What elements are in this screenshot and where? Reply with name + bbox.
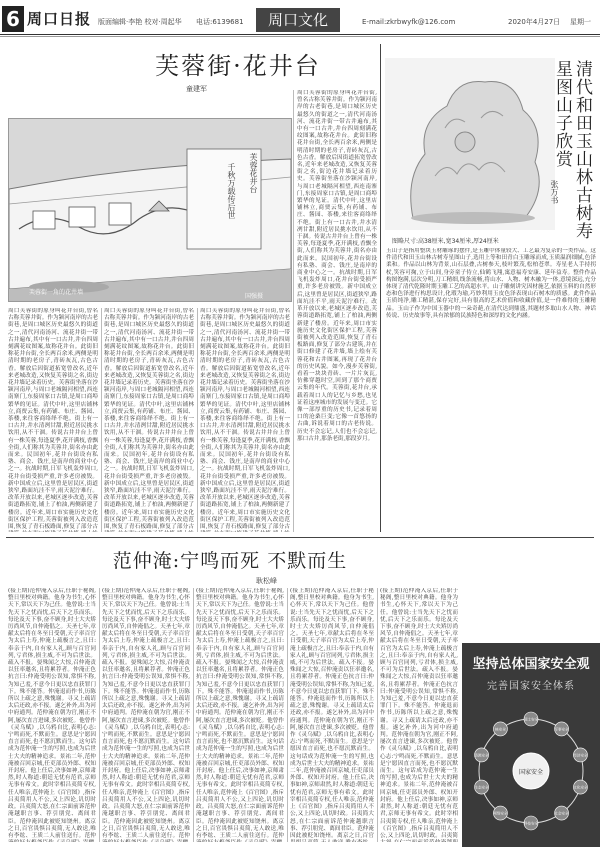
jade-photo-caption: 图略尺寸:高38厘米,宽34厘米,厚24厘米 [392, 238, 499, 245]
masthead-rule-thin [0, 36, 600, 37]
article-author: 童建军 [186, 85, 207, 93]
fan-article-title: 范仲淹:宁鸣而死 不默而生 [112, 550, 348, 572]
masthead-rule [0, 34, 600, 35]
section-rule [6, 537, 594, 538]
column-rule [197, 308, 198, 532]
ad-center-label: 国家安全 [518, 769, 544, 776]
fan-body-col-5: (接上期)范仲淹入京后,任职于秘阁,整日里校对典籍。他身为书生,心怀天下,常以天下为己任。他曾说:士当先天下之忧而忧,后天下之乐而乐。每论及天下事,奋不顾身,时士大夫矫厉尚风节,自仲淹倡之。天圣七年,章献太后将在冬至日受朝,天子率百官为太后上寿,仲淹上疏极言之,且曰:奉亲于内,自有家人礼,顾与百官同列,亏君体,损主威,不可为后世法。疏入不报。晏殊闻之大惊,召仲淹责以狂率邀名,且将累荐者。仲淹正色抗言曰:仲淹受明公误知,常惧不称,为知己羞,不意今日更以忠直获罪门下。殊不能答。仲淹退而作书,历陈所以上疏之意,殊愧谢。寻又上疏请太后还政,亦不报。遂乞补外,出为河中府通判。范仲淹在朝为官,刚正不阿,屡次直言进谏,多次被贬。他曾作《灵乌赋》,以乌鸦自比,表明心志:宁鸣而死,不默而生。意思是宁愿因直言而死,也不愿沉默而生。这句话成为范仲淹一生的写照,也成为后世士大夫的精神追求。景祐二年,范仲淹被召回京城,任吏部员外郎、权知开封府。他上任后,决事如神,京师肃然,时人称道:朝廷无忧有范君,京师无事有希文。此时宰相吕夷简专权,任人唯亲,范仲淹上《百官图》,指斥吕夷简用人不公,又上四论,讥切时政。吕夷简 [380, 588, 458, 839]
paper-logo: 周口日报 [27, 10, 92, 28]
column-rule [101, 308, 102, 532]
article-title: 芙蓉街·花井台 [155, 52, 321, 80]
ring-node-label: 文化安全 [573, 785, 588, 790]
ring-node-label: 军事安全 [554, 727, 569, 732]
editor-meta: 版面编辑·李艳 校对·周起华 [98, 18, 182, 26]
ring-node-label: 国土安全 [523, 717, 539, 722]
fan-article-author: 耿松峰 [256, 577, 277, 585]
weekday-meta: 星期一 [570, 18, 591, 26]
fan-body-col-3: (接上期)范仲淹入京后,任职于秘阁,整日里校对典籍。他身为书生,心怀天下,常以天下为己任。他曾说:士当先天下之忧而忧,后天下之乐而乐。每论及天下事,奋不顾身,时士大夫矫厉尚风节,自仲淹倡之。天圣七年,章献太后将在冬至日受朝,天子率百官为太后上寿,仲淹上疏极言之,且曰:奉亲于内,自有家人礼,顾与百官同列,亏君体,损主威,不可为后世法。疏入不报。晏殊闻之大惊,召仲淹责以狂率邀名,且将累荐者。仲淹正色抗言曰:仲淹受明公误知,常惧不称,为知己羞,不意今日更以忠直获罪门下。殊不能答。仲淹退而作书,历陈所以上疏之意,殊愧谢。寻又上疏请太后还政,亦不报。遂乞补外,出为河中府通判。范仲淹在朝为官,刚正不阿,屡次直言进谏,多次被贬。他曾作《灵乌赋》,以乌鸦自比,表明心志:宁鸣而死,不默而生。意思是宁愿因直言而死,也不愿沉默而生。这句话成为范仲淹一生的写照,也成为后世士大夫的精神追求。景祐二年,范仲淹被召回京城,任吏部员外郎、权知开封府。他上任后,决事如神,京师肃然,时人称道:朝廷无忧有范君,京师无事有希文。此时宰相吕夷简专权,任人唯亲,范仲淹上《百官图》,指斥吕夷简用人不公,又上四论,讥切时政。吕夷简大怒,在仁宗面前诉范仲淹越职言事、荐引朋党、离间君臣。范仲淹因此被贬知饶州。离京之日,百官畏惧吕夷简,无人敢送,唯有李纮、王质二人前往送行。范仲 [196, 588, 284, 839]
phone-meta: 电话:6139681 [196, 18, 244, 26]
jade-article-author: 张万书 [550, 180, 559, 204]
masthead [0, 0, 600, 36]
column-rule [99, 588, 100, 842]
photo-credit: 国强摄 [245, 293, 264, 300]
ring-node-label: 社会安全 [554, 811, 569, 816]
ring-node-label: 核安全 [495, 727, 506, 732]
jade-article-body: 玉山子是指用整块玉材雕琢的摆件,是玉雕中体量较大、工艺最为复杂的一类作品。这件清代和田玉山林古树寿星图山子,选用上等和田青白玉雕琢而成,玉质温润细腻,色泽柔和。作品以山林为背景,山石层叠,古树参天,枝叶繁茂,松柏苍翠。寿星老人手持拐杖,笑容可掬,立于山间,身旁童子侍立,仙鹤飞翔,寓意福寿安康、延年益寿。整件作品构图饱满,层次分明,刀工精细,线条流畅,将山水、人物、树木融为一体,意境深远,充分体现了清代乾隆时期玉雕工艺的高超水平。山子雕刻讲究因材施艺,依据玉料的自然形态和色泽进行构思设计,化瑕为瑜,巧妙利用玉皮色泽表现山石树木的质感。此件作品玉质纯净,雕工精湛,保存完好,具有很高的艺术价值和收藏价值,是一件难得的玉雕精品。玉山子作为中国玉器中的一朵奇葩,在清代达到鼎盛,其题材多取山水人物、神话传说、历史故事等,具有浓郁的民族特色和深厚的文化内涵。 [386, 248, 596, 319]
national-security-ad [462, 643, 600, 847]
article-divider [380, 44, 381, 532]
fan-body-col-2: (接上期)范仲淹入京后,任职于秘阁,整日里校对典籍。他身为书生,心怀天下,常以天下为己任。他曾说:士当先天下之忧而忧,后天下之乐而乐。每论及天下事,奋不顾身,时士大夫矫厉尚风节,自仲淹倡之。天圣七年,章献太后将在冬至日受朝,天子率百官为太后上寿,仲淹上疏极言之,且曰:奉亲于内,自有家人礼,顾与百官同列,亏君体,损主威,不可为后世法。疏入不报。晏殊闻之大惊,召仲淹责以狂率邀名,且将累荐者。仲淹正色抗言曰:仲淹受明公误知,常惧不称,为知己羞,不意今日更以忠直获罪门下。殊不能答。仲淹退而作书,历陈所以上疏之意,殊愧谢。寻又上疏请太后还政,亦不报。遂乞补外,出为河中府通判。范仲淹在朝为官,刚正不阿,屡次直言进谏,多次被贬。他曾作《灵乌赋》,以乌鸦自比,表明心志:宁鸣而死,不默而生。意思是宁愿因直言而死,也不愿沉默而生。这句话成为范仲淹一生的写照,也成为后世士大夫的精神追求。景祐二年,范仲淹被召回京城,任吏部员外郎、权知开封府。他上任后,决事如神,京师肃然,时人称道:朝廷无忧有范君,京师无事有希文。此时宰相吕夷简专权,任人唯亲,范仲淹上《百官图》,指斥吕夷简用人不公,又上四论,讥切时政。吕夷简大怒,在仁宗面前诉范仲淹越职言事、荐引朋党、离间君臣。范仲淹因此被贬知饶州。离京之日,百官畏惧吕夷简,无人敢送,唯有李纮、王质二人前往送行。范仲 [102, 588, 190, 839]
street-wall-photo [8, 118, 292, 302]
inscription-line-1: 芙蓉花井台 [249, 153, 258, 193]
article-body-col-1: 周口芙蓉街的原身叫花井台街,曾名古称芙蓉井街。作为颍河南岸的古老街巷,是周口城区历史最悠久的街道之一,清代河南汤河、流花井街一带古井遍布,其中有一口古井,井台四周刻满花纹图案,故称花井台。此街旧称花井台街,全长两百余米,两侧是明清时期的老房子,青砖灰瓦,古色古香。解放后因街道拓宽曾改名,近年来老城改造,又恢复芙蓉街之名,街边花井墙记录着历史。芙蓉街坐落在沙颍河南岸,与周口老城隔河相望,西连南寨门,东接周家口古镇,是周口商埠繁华的见证。清代中叶,这里店铺林立,商贾云集,有药铺、布庄、酱园、茶楼,来往客商络绎不绝。街上有一口古井,井水清冽甘甜,附近居民挑水饮用,从不干涸。传说古井井台上曾有一株芙蓉,每逢夏季,花开满枝,香飘全街,人们称其为芙蓉井,街名亦由此而来。民国初年,花井台街设有私塾、商会、钱庄,是南岸的商业中心之一。抗战时期,日军飞机轰炸周口,花井台街受损严重,许多老房被毁。新中国成立后,这里曾是居民区,街道狭窄,路面坑洼不平,雨天泥泞难行。改革开放以来,老城区逐步改造,芙蓉街道路拓宽,铺上了柏油,两侧新建了楼房。近年来,周口市实施历史文化街区保护工程,芙蓉街被列入改造范围,恢复了青石板路面,修复了部分古 [8, 308, 98, 531]
email-meta: E-mail:zkrbwyfk@126.com [362, 18, 456, 26]
ring-node-label: 资源安全 [474, 753, 489, 758]
column-rule [193, 588, 194, 842]
column-rule [293, 90, 294, 532]
photo-caption: 芙蓉街一角的花井墙 [29, 289, 84, 296]
article-body-col-4: 周口芙蓉街的原身叫花井台街,曾名古称芙蓉井街。作为颍河南岸的古老街巷,是周口城区历史最悠久的街道之一,清代河南汤河、流花井街一带古井遍布,其中有一口古井,井台四周刻满花纹图案,故称花井台。此街旧称花井台街,全长两百余米,两侧是明清时期的老房子,青砖灰瓦,古色古香。解放后因街道拓宽曾改名,近年来老城改造,又恢复芙蓉街之名,街边花井墙记录着历史。芙蓉街坐落在沙颍河南岸,与周口老城隔河相望,西连南寨门,东接周家口古镇,是周口商埠繁华的见证。清代中叶,这里店铺林立,商贾云集,有药铺、布庄、酱园、茶楼,来往客商络绎不绝。街上有一口古井,井水清冽甘甜,附近居民挑水饮用,从不干涸。传说古井井台上曾有一株芙蓉,每逢夏季,花开满枝,香飘全街,人们称其为芙蓉井,街名亦由此而来。民国初年,花井台街设有私塾、商会、钱庄,是南岸的商业中心之一。抗战时期,日军飞机轰炸周口,花井台街受损严重,许多老房被毁。新中国成立后,这里曾是居民区,街道狭窄,路面坑洼不平,雨天泥泞难行。改革开放以来,老城区逐步改造,芙蓉街道路拓宽,铺上了柏油,两侧新建了楼房。近年来,周口市实施历史文化街区保护工程,芙蓉街被列入改造范围,恢复了青石板路面,修复了部分古建筑,并在街口修建了花井墙,墙上绘有芙蓉花和古井图案,再现了花井台的历史风貌。如今,漫步芙蓉街,看着一块块青砖、一片片灰瓦,仿佛穿越时空,回到了那个商贾云集的年代。芙蓉街,花井台,承载着周口人的记忆与乡愁,也见证着这座城市的发展与变迁。它像一部厚重的历史书,记录着周口的沧桑巨变;它像一首悠扬的古曲,诉说着周口的古老传说。历史不会忘记,人们也不会忘记,那口古井,那条老街,那段岁月。 [297, 90, 377, 442]
column-rule [287, 588, 288, 842]
ring-node-label: 经济安全 [573, 753, 588, 758]
jade-carving-photo [385, 58, 555, 230]
fan-body-col-1: (接上期)范仲淹入京后,任职于秘阁,整日里校对典籍。他身为书生,心怀天下,常以天下为己任。他曾说:士当先天下之忧而忧,后天下之乐而乐。每论及天下事,奋不顾身,时士大夫矫厉尚风节,自仲淹倡之。天圣七年,章献太后将在冬至日受朝,天子率百官为太后上寿,仲淹上疏极言之,且曰:奉亲于内,自有家人礼,顾与百官同列,亏君体,损主威,不可为后世法。疏入不报。晏殊闻之大惊,召仲淹责以狂率邀名,且将累荐者。仲淹正色抗言曰:仲淹受明公误知,常惧不称,为知己羞,不意今日更以忠直获罪门下。殊不能答。仲淹退而作书,历陈所以上疏之意,殊愧谢。寻又上疏请太后还政,亦不报。遂乞补外,出为河中府通判。范仲淹在朝为官,刚正不阿,屡次直言进谏,多次被贬。他曾作《灵乌赋》,以乌鸦自比,表明心志:宁鸣而死,不默而生。意思是宁愿因直言而死,也不愿沉默而生。这句话成为范仲淹一生的写照,也成为后世士大夫的精神追求。景祐二年,范仲淹被召回京城,任吏部员外郎、权知开封府。他上任后,决事如神,京师肃然,时人称道:朝廷无忧有范君,京师无事有希文。此时宰相吕夷简专权,任人唯亲,范仲淹上《百官图》,指斥吕夷简用人不公,又上四论,讥切时政。吕夷简大怒,在仁宗面前诉范仲淹越职言事、荐引朋党、离间君臣。范仲淹因此被贬知饶州。离京之日,百官畏惧吕夷简,无人敢送,唯有李纮、王质二人前往送行。范仲 [8, 588, 96, 839]
ring-node-label: 科技安全 [523, 821, 539, 826]
column-rule [377, 588, 378, 842]
security-ring-diagram [466, 699, 596, 839]
fan-body-col-4: (接上期)范仲淹入京后,任职于秘阁,整日里校对典籍。他身为书生,心怀天下,常以天下为己任。他曾说:士当先天下之忧而忧,后天下之乐而乐。每论及天下事,奋不顾身,时士大夫矫厉尚风节,自仲淹倡之。天圣七年,章献太后将在冬至日受朝,天子率百官为太后上寿,仲淹上疏极言之,且曰:奉亲于内,自有家人礼,顾与百官同列,亏君体,损主威,不可为后世法。疏入不报。晏殊闻之大惊,召仲淹责以狂率邀名,且将累荐者。仲淹正色抗言曰:仲淹受明公误知,常惧不称,为知己羞,不意今日更以忠直获罪门下。殊不能答。仲淹退而作书,历陈所以上疏之意,殊愧谢。寻又上疏请太后还政,亦不报。遂乞补外,出为河中府通判。范仲淹在朝为官,刚正不阿,屡次直言进谏,多次被贬。他曾作《灵乌赋》,以乌鸦自比,表明心志:宁鸣而死,不默而生。意思是宁愿因直言而死,也不愿沉默而生。这句话成为范仲淹一生的写照,也成为后世士大夫的精神追求。景祐二年,范仲淹被召回京城,任吏部员外郎、权知开封府。他上任后,决事如神,京师肃然,时人称道:朝廷无忧有范君,京师无事有希文。此时宰相吕夷简专权,任人唯亲,范仲淹上《百官图》,指斥吕夷简用人不公,又上四论,讥切时政。吕夷简大怒,在仁宗面前诉范仲淹越职言事、荐引朋党、离间君臣。范仲淹因此被贬知饶州。离京之日,百官 [290, 588, 374, 839]
inscription-line-2: 千秋万载传后世 [227, 163, 236, 219]
article-body-col-3: 周口芙蓉街的原身叫花井台街,曾名古称芙蓉井街。作为颍河南岸的古老街巷,是周口城区历史最悠久的街道之一,清代河南汤河、流花井街一带古井遍布,其中有一口古井,井台四周刻满花纹图案,故称花井台。此街旧称花井台街,全长两百余米,两侧是明清时期的老房子,青砖灰瓦,古色古香。解放后因街道拓宽曾改名,近年来老城改造,又恢复芙蓉街之名,街边花井墙记录着历史。芙蓉街坐落在沙颍河南岸,与周口老城隔河相望,西连南寨门,东接周家口古镇,是周口商埠繁华的见证。清代中叶,这里店铺林立,商贾云集,有药铺、布庄、酱园、茶楼,来往客商络绎不绝。街上有一口古井,井水清冽甘甜,附近居民挑水饮用,从不干涸。传说古井井台上曾有一株芙蓉,每逢夏季,花开满枝,香飘全街,人们称其为芙蓉井,街名亦由此而来。民国初年,花井台街设有私塾、商会、钱庄,是南岸的商业中心之一。抗战时期,日军飞机轰炸周口,花井台街受损严重,许多老房被毁。新中国成立后,这里曾是居民区,街道狭窄,路面坑洼不平,雨天泥泞难行。改革开放以来,老城区逐步改造,芙蓉街道路拓宽,铺上了柏油,两侧新建了楼房。近年来,周口市实施历史文化街区保护工程,芙蓉街被列入改造范围,恢复了青石板路面,修复了部分古 [200, 308, 290, 531]
page-number: 6 [2, 6, 24, 32]
jade-mountain-drawing [385, 58, 555, 230]
ring-node-label: 网络安全 [493, 811, 508, 816]
ring-node-label: 生态安全 [474, 785, 489, 790]
date-meta: 2020年4月27日 [508, 18, 561, 26]
article-body-col-2: 周口芙蓉街的原身叫花井台街,曾名古称芙蓉井街。作为颍河南岸的古老街巷,是周口城区历史最悠久的街道之一,清代河南汤河、流花井街一带古井遍布,其中有一口古井,井台四周刻满花纹图案,故称花井台。此街旧称花井台街,全长两百余米,两侧是明清时期的老房子,青砖灰瓦,古色古香。解放后因街道拓宽曾改名,近年来老城改造,又恢复芙蓉街之名,街边花井墙记录着历史。芙蓉街坐落在沙颍河南岸,与周口老城隔河相望,西连南寨门,东接周家口古镇,是周口商埠繁华的见证。清代中叶,这里店铺林立,商贾云集,有药铺、布庄、酱园、茶楼,来往客商络绎不绝。街上有一口古井,井水清冽甘甜,附近居民挑水饮用,从不干涸。传说古井井台上曾有一株芙蓉,每逢夏季,花开满枝,香飘全街,人们称其为芙蓉井,街名亦由此而来。民国初年,花井台街设有私塾、商会、钱庄,是南岸的商业中心之一。抗战时期,日军飞机轰炸周口,花井台街受损严重,许多老房被毁。新中国成立后,这里曾是居民区,街道狭窄,路面坑洼不平,雨天泥泞难行。改革开放以来,老城区逐步改造,芙蓉街道路拓宽,铺上了柏油,两侧新建了楼房。近年来,周口市实施历史文化街区保护工程,芙蓉街被列入改造范围,恢复了青石板路面,修复了部分古 [104, 308, 194, 531]
ad-subline: 完善国家安全体系 [487, 681, 575, 692]
ad-headline: 坚持总体国家安全观 [472, 657, 590, 672]
section-title: 周口文化 [256, 8, 340, 32]
jade-article-title: 清代和田玉山林古树寿星图山子欣赏 [552, 60, 592, 240]
